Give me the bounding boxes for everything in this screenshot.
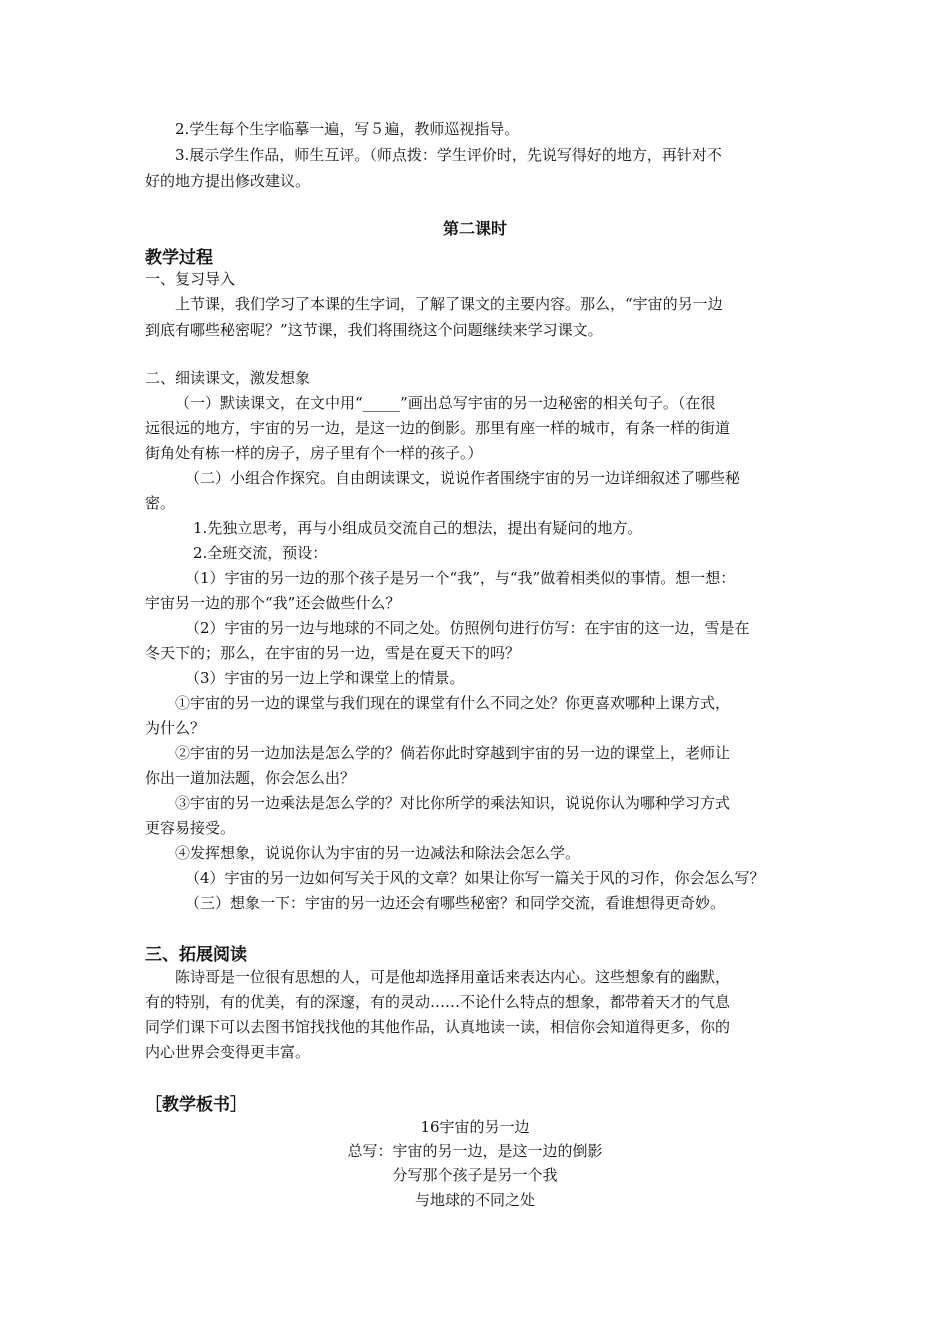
board-line-3: 分写那个孩子是另一个我 <box>392 1166 558 1184</box>
s2-c-line-1: 1.先独立思考，再与小组成员交流自己的想法，提出有疑问的地方。 <box>193 519 643 537</box>
s1-heading: 一、复习导入 <box>145 270 236 288</box>
s2-e-line-2: 冬天下的；那么，在宇宙的另一边，雪是在夏天下的吗？ <box>145 644 521 662</box>
s2-g-line-1: ①宇宙的另一边的课堂与我们现在的课堂有什么不同之处？你更喜欢哪种上课方式， <box>175 694 731 712</box>
s2-i-line-1: ③宇宙的另一边乘法是怎么学的？对比你所学的乘法知识，说说你认为哪种学习方式 <box>175 794 731 812</box>
s2-j-line-1: ④发挥想象，说说你认为宇宙的另一边减法和除法会怎么学。 <box>175 844 581 862</box>
s2-d-line-2: 宇宙另一边的那个“我”还会做些什么？ <box>145 594 401 612</box>
s2-h-line-1: ②宇宙的另一边加法是怎么学的？倘若你此时穿越到宇宙的另一边的课堂上，老师让 <box>175 744 731 762</box>
s2-f-line-1: （3）宇宙的另一边上学和课堂上的情景。 <box>185 669 465 687</box>
s2-g-line-2: 为什么？ <box>145 719 206 737</box>
s2-a-line-2: 远很远的地方，宇宙的另一边，是这一边的倒影。那里有座一样的城市，有条一样的街道 <box>145 419 731 437</box>
top-line-3: 好的地方提出修改建议。 <box>145 172 311 190</box>
process-title: 教学过程 <box>145 248 213 268</box>
s1-paragraph-2: 到底有哪些秘密呢？”这节课，我们将围绕这个问题继续来学习课文。 <box>145 321 603 339</box>
s3-paragraph-2: 有的特别，有的优美，有的深邃，有的灵动……不论什么特点的想象，都带着天才的气息 <box>145 993 731 1011</box>
s2-d-line-1: （1）宇宙的另一边的那个孩子是另一个“我”，与“我”做着相类似的事情。想一想： <box>185 569 736 587</box>
s2-k-line-1: （4）宇宙的另一边如何写关于风的文章？如果让你写一篇关于风的习作，你会怎么写？ <box>185 869 765 887</box>
board-line-4: 与地球的不同之处 <box>414 1191 535 1209</box>
s2-a-line-3: 街角处有栋一样的房子，房子里有个一样的孩子。） <box>145 444 483 462</box>
s2-c-line-2: 2.全班交流，预设： <box>193 544 328 562</box>
s3-paragraph-1: 陈诗哥是一位很有思想的人，可是他却选择用童话来表达内心。这些想象有的幽默， <box>175 968 731 986</box>
s3-paragraph-3: 同学们课下可以去图书馆找找他的其他作品，认真地读一读，相信你会知道得更多，你的 <box>145 1018 731 1036</box>
s3-heading: 三、拓展阅读 <box>145 945 247 965</box>
s2-b-line-1: （二）小组合作探究。自由朗读课文，说说作者围绕宇宙的另一边详细叙述了哪些秘 <box>185 469 741 487</box>
s3-paragraph-4: 内心世界会变得更丰富。 <box>145 1043 311 1061</box>
top-line-2: 3.展示学生作品，师生互评。（师点拨：学生评价时，先说写得好的地方，再针对不 <box>175 146 722 164</box>
s2-e-line-1: （2）宇宙的另一边与地球的不同之处。仿照例句进行仿写：在宇宙的这一边，雪是在 <box>185 619 750 637</box>
s2-a-line-1: （一）默读课文，在文中用“_____”画出总写宇宙的另一边秘密的相关句子。（在很 <box>175 394 716 412</box>
board-line-2: 总写：宇宙的另一边，是这一边的倒影 <box>347 1142 603 1160</box>
s2-h-line-2: 你出一道加法题，你会怎么出？ <box>145 769 356 787</box>
s2-i-line-2: 更容易接受。 <box>145 819 236 837</box>
s2-heading: 二、细读课文，激发想象 <box>145 369 311 387</box>
board-title: ［教学板书］ <box>145 1095 247 1115</box>
s2-l-line-1: （三）想象一下：宇宙的另一边还会有哪些秘密？和同学交流，看谁想得更奇妙。 <box>185 894 726 912</box>
s2-b-line-2: 密。 <box>145 494 176 512</box>
section-title: 第二课时 <box>442 219 507 238</box>
top-line-1: 2.学生每个生字临摹一遍，写５遍，教师巡视指导。 <box>175 120 520 138</box>
board-line-1: 16宇宙的另一边 <box>420 1118 530 1136</box>
s1-paragraph-1: 上节课，我们学习了本课的生字词，了解了课文的主要内容。那么，“宇宙的另一边 <box>175 295 723 313</box>
